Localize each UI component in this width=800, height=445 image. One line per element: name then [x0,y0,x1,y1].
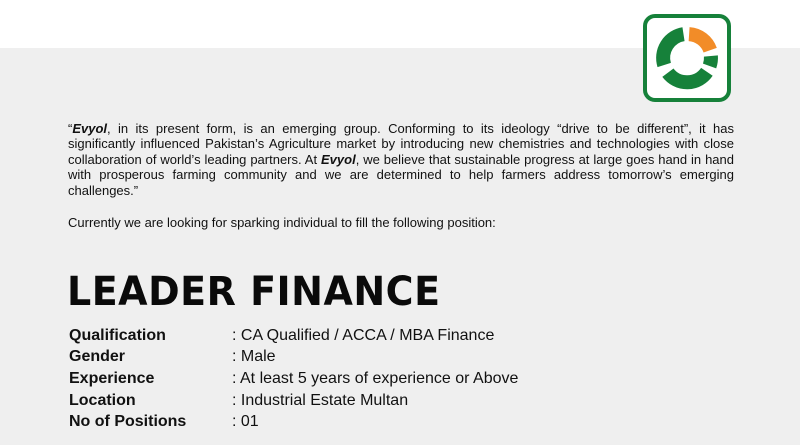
detail-row-positions [69,411,518,433]
detail-row-location [69,390,518,412]
detail-label: Location [69,391,136,409]
detail-value: : Male [232,348,276,366]
detail-row-experience [69,368,518,390]
ring-logo-icon [655,26,719,90]
detail-value: : CA Qualified / ACCA / MBA Finance [232,326,495,344]
brand-name: Evyol [72,121,108,136]
position-details [69,325,518,433]
detail-label: No of Positions [69,413,187,431]
company-logo [643,14,731,102]
company-intro-paragraph: “Evyol, in its present form, is an emerging group. Conforming to its ideology “drive to be different”, it has significantly influenced Pakistan’s Agriculture market by introducing new chemistries and technologies with close collaboration of world’s leading partners. At Evyol, we believe that sustainable progress at large goes hand in hand with prosperous farming community and we are determined to help farmers address tomorrow’s emerging challenges.” [68,121,734,198]
detail-label: Gender [69,348,126,366]
looking-for-text: Currently we are looking for sparking individual to fill the following position: [68,215,496,230]
detail-label: Experience [69,369,155,387]
detail-row-qualification [69,325,518,347]
detail-row-gender [69,347,518,369]
detail-label: Qualification [69,326,166,344]
position-title: LEADER FINANCE [67,268,441,315]
detail-value: : 01 [232,413,259,431]
detail-value: : Industrial Estate Multan [232,391,409,409]
detail-value: : At least 5 years of experience or Above [232,369,519,387]
brand-name: Evyol [321,151,356,167]
